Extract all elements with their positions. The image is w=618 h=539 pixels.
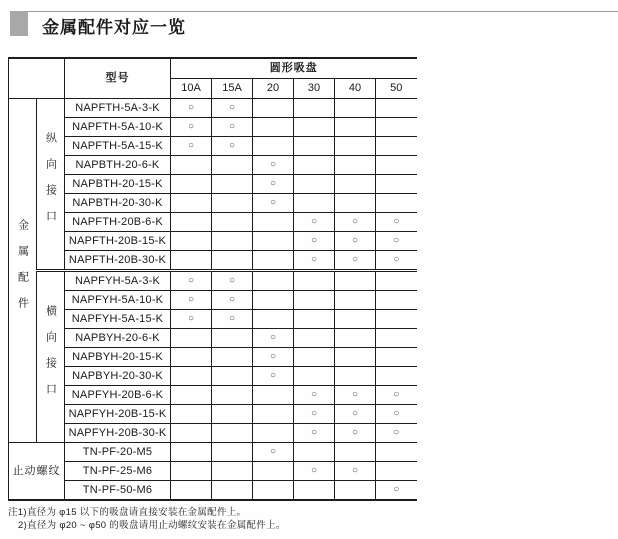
empty-mark-cell <box>171 251 212 271</box>
empty-mark-cell <box>335 99 376 118</box>
group-label-text: 横向接口 <box>44 305 57 409</box>
size-header-50: 50 <box>376 79 417 99</box>
compat-mark-cell: ○ <box>294 232 335 251</box>
compat-mark-cell: ○ <box>212 118 253 137</box>
table-body <box>9 99 417 501</box>
compat-mark-cell: ○ <box>335 251 376 271</box>
table-row <box>9 232 417 251</box>
empty-mark-cell <box>171 156 212 175</box>
table-row <box>9 367 417 386</box>
model-cell: NAPBTH-20-15-K <box>65 175 171 194</box>
table-row <box>9 194 417 213</box>
model-cell: NAPFYH-20B-30-K <box>65 424 171 443</box>
empty-mark-cell <box>335 367 376 386</box>
empty-mark-cell <box>294 367 335 386</box>
empty-mark-cell <box>335 271 376 291</box>
empty-mark-cell <box>376 310 417 329</box>
empty-mark-cell <box>212 213 253 232</box>
empty-mark-cell <box>376 118 417 137</box>
compat-mark-cell: ○ <box>253 156 294 175</box>
empty-mark-cell <box>335 291 376 310</box>
compat-mark-cell: ○ <box>171 99 212 118</box>
model-cell: NAPBYH-20-6-K <box>65 329 171 348</box>
empty-mark-cell <box>253 137 294 156</box>
empty-mark-cell <box>294 156 335 175</box>
empty-mark-cell <box>171 424 212 443</box>
compat-mark-cell: ○ <box>212 291 253 310</box>
empty-mark-cell <box>212 405 253 424</box>
fittings-table-wrap <box>8 57 417 501</box>
empty-mark-cell <box>294 137 335 156</box>
footnote-2: 2)直径为 φ20 ~ φ50 的吸盘请用止动螺纹安装在金属配件上。 <box>18 520 286 531</box>
empty-mark-cell <box>212 194 253 213</box>
compat-mark-cell: ○ <box>253 329 294 348</box>
compat-mark-cell: ○ <box>335 386 376 405</box>
empty-mark-cell <box>294 329 335 348</box>
group-label-text: 纵向接口 <box>44 132 57 236</box>
empty-mark-cell <box>376 443 417 462</box>
empty-mark-cell <box>212 462 253 481</box>
empty-mark-cell <box>376 99 417 118</box>
empty-mark-cell <box>376 329 417 348</box>
empty-mark-cell <box>294 99 335 118</box>
empty-mark-cell <box>335 137 376 156</box>
table-row <box>9 271 417 291</box>
header-rule <box>28 11 618 12</box>
model-cell: TN-PF-20-M5 <box>65 443 171 462</box>
empty-mark-cell <box>212 424 253 443</box>
empty-mark-cell <box>253 424 294 443</box>
size-header-15a: 15A <box>212 79 253 99</box>
compat-mark-cell: ○ <box>294 405 335 424</box>
empty-mark-cell <box>335 348 376 367</box>
empty-mark-cell <box>335 310 376 329</box>
table-row <box>9 462 417 481</box>
compat-mark-cell: ○ <box>212 99 253 118</box>
empty-mark-cell <box>171 232 212 251</box>
footnotes <box>8 506 286 532</box>
compat-mark-cell: ○ <box>253 175 294 194</box>
empty-mark-cell <box>253 481 294 501</box>
model-cell: NAPFTH-20B-6-K <box>65 213 171 232</box>
compat-mark-cell: ○ <box>294 386 335 405</box>
empty-mark-cell <box>212 386 253 405</box>
empty-mark-cell <box>212 443 253 462</box>
empty-mark-cell <box>171 213 212 232</box>
empty-mark-cell <box>335 329 376 348</box>
model-cell: NAPFTH-5A-3-K <box>65 99 171 118</box>
empty-mark-cell <box>335 443 376 462</box>
row-group-label <box>37 271 65 443</box>
compat-mark-cell: ○ <box>212 310 253 329</box>
table-row <box>9 213 417 232</box>
compat-mark-cell: ○ <box>335 213 376 232</box>
empty-mark-cell <box>212 232 253 251</box>
empty-mark-cell <box>335 481 376 501</box>
empty-mark-cell <box>171 367 212 386</box>
compat-mark-cell: ○ <box>335 405 376 424</box>
size-header-10a: 10A <box>171 79 212 99</box>
empty-mark-cell <box>376 348 417 367</box>
table-row <box>9 291 417 310</box>
model-cell: NAPFYH-5A-15-K <box>65 310 171 329</box>
empty-mark-cell <box>171 348 212 367</box>
table-row <box>9 405 417 424</box>
table-row <box>9 386 417 405</box>
empty-mark-cell <box>212 367 253 386</box>
empty-mark-cell <box>253 213 294 232</box>
empty-mark-cell <box>171 386 212 405</box>
row-group-label: 止动螺纹 <box>9 443 65 501</box>
header-row-1 <box>9 58 417 79</box>
compat-mark-cell: ○ <box>335 232 376 251</box>
compat-mark-cell: ○ <box>376 424 417 443</box>
compat-mark-cell: ○ <box>376 405 417 424</box>
model-cell: NAPFYH-5A-10-K <box>65 291 171 310</box>
empty-mark-cell <box>376 462 417 481</box>
empty-mark-cell <box>335 175 376 194</box>
empty-mark-cell <box>253 462 294 481</box>
model-cell: NAPFTH-5A-15-K <box>65 137 171 156</box>
empty-mark-cell <box>171 194 212 213</box>
empty-mark-cell <box>294 443 335 462</box>
size-header-40: 40 <box>335 79 376 99</box>
title-accent-square <box>10 11 28 36</box>
table-row <box>9 99 417 118</box>
compat-mark-cell: ○ <box>171 310 212 329</box>
empty-mark-cell <box>294 194 335 213</box>
model-cell: NAPFYH-5A-3-K <box>65 271 171 291</box>
model-column-header: 型号 <box>65 58 171 99</box>
empty-mark-cell <box>376 271 417 291</box>
compat-mark-cell: ○ <box>294 213 335 232</box>
model-cell: NAPBTH-20-30-K <box>65 194 171 213</box>
table-row <box>9 251 417 271</box>
compat-mark-cell: ○ <box>294 424 335 443</box>
empty-mark-cell <box>376 156 417 175</box>
empty-mark-cell <box>253 118 294 137</box>
empty-mark-cell <box>253 251 294 271</box>
empty-mark-cell <box>253 405 294 424</box>
corner-cell <box>9 58 65 99</box>
empty-mark-cell <box>376 367 417 386</box>
model-cell: NAPBYH-20-30-K <box>65 367 171 386</box>
empty-mark-cell <box>335 194 376 213</box>
compat-mark-cell: ○ <box>171 137 212 156</box>
compat-mark-cell: ○ <box>294 462 335 481</box>
compat-mark-cell: ○ <box>376 232 417 251</box>
model-cell: NAPFTH-20B-30-K <box>65 251 171 271</box>
compat-mark-cell: ○ <box>212 137 253 156</box>
table-row <box>9 481 417 501</box>
model-cell: NAPFYH-20B-6-K <box>65 386 171 405</box>
empty-mark-cell <box>253 232 294 251</box>
model-cell: NAPBTH-20-6-K <box>65 156 171 175</box>
row-group-label-metal <box>9 99 37 443</box>
model-cell: TN-PF-25-M6 <box>65 462 171 481</box>
empty-mark-cell <box>212 348 253 367</box>
empty-mark-cell <box>253 271 294 291</box>
model-cell: NAPBYH-20-15-K <box>65 348 171 367</box>
model-cell: NAPFYH-20B-15-K <box>65 405 171 424</box>
compat-mark-cell: ○ <box>376 481 417 501</box>
empty-mark-cell <box>171 329 212 348</box>
empty-mark-cell <box>294 271 335 291</box>
metal-fittings-label: 金属配件 <box>16 218 29 323</box>
empty-mark-cell <box>335 118 376 137</box>
empty-mark-cell <box>212 156 253 175</box>
empty-mark-cell <box>171 481 212 501</box>
table-row <box>9 137 417 156</box>
model-cell: TN-PF-50-M6 <box>65 481 171 501</box>
page-title: 金属配件对应一览 <box>42 18 186 37</box>
row-group-label <box>37 99 65 271</box>
compat-mark-cell: ○ <box>212 271 253 291</box>
empty-mark-cell <box>171 443 212 462</box>
table-row <box>9 175 417 194</box>
table-row <box>9 424 417 443</box>
empty-mark-cell <box>294 291 335 310</box>
table-row <box>9 348 417 367</box>
compat-mark-cell: ○ <box>253 367 294 386</box>
empty-mark-cell <box>212 329 253 348</box>
compat-mark-cell: ○ <box>376 386 417 405</box>
suction-cup-group-header: 圆形吸盘 <box>171 58 417 79</box>
empty-mark-cell <box>171 405 212 424</box>
empty-mark-cell <box>253 386 294 405</box>
compat-mark-cell: ○ <box>376 251 417 271</box>
empty-mark-cell <box>376 194 417 213</box>
table-row <box>9 118 417 137</box>
empty-mark-cell <box>171 175 212 194</box>
empty-mark-cell <box>335 156 376 175</box>
table-row <box>9 329 417 348</box>
compat-mark-cell: ○ <box>171 291 212 310</box>
table-row <box>9 443 417 462</box>
compat-mark-cell: ○ <box>253 348 294 367</box>
empty-mark-cell <box>212 251 253 271</box>
empty-mark-cell <box>376 291 417 310</box>
compat-mark-cell: ○ <box>335 462 376 481</box>
compat-mark-cell: ○ <box>335 424 376 443</box>
table-row <box>9 310 417 329</box>
footnote-1: 注1)直径为 φ15 以下的吸盘请直接安装在金属配件上。 <box>8 507 247 518</box>
compat-mark-cell: ○ <box>253 194 294 213</box>
model-cell: NAPFTH-5A-10-K <box>65 118 171 137</box>
empty-mark-cell <box>376 175 417 194</box>
empty-mark-cell <box>294 175 335 194</box>
compat-mark-cell: ○ <box>376 213 417 232</box>
empty-mark-cell <box>253 291 294 310</box>
compat-mark-cell: ○ <box>171 118 212 137</box>
compat-mark-cell: ○ <box>294 251 335 271</box>
size-header-20: 20 <box>253 79 294 99</box>
empty-mark-cell <box>212 175 253 194</box>
empty-mark-cell <box>294 118 335 137</box>
fittings-table <box>8 57 417 501</box>
empty-mark-cell <box>294 348 335 367</box>
empty-mark-cell <box>212 481 253 501</box>
empty-mark-cell <box>376 137 417 156</box>
model-cell: NAPFTH-20B-15-K <box>65 232 171 251</box>
empty-mark-cell <box>294 481 335 501</box>
size-header-30: 30 <box>294 79 335 99</box>
empty-mark-cell <box>171 462 212 481</box>
compat-mark-cell: ○ <box>171 271 212 291</box>
table-row <box>9 156 417 175</box>
empty-mark-cell <box>294 310 335 329</box>
compat-mark-cell: ○ <box>253 443 294 462</box>
empty-mark-cell <box>253 310 294 329</box>
empty-mark-cell <box>253 99 294 118</box>
